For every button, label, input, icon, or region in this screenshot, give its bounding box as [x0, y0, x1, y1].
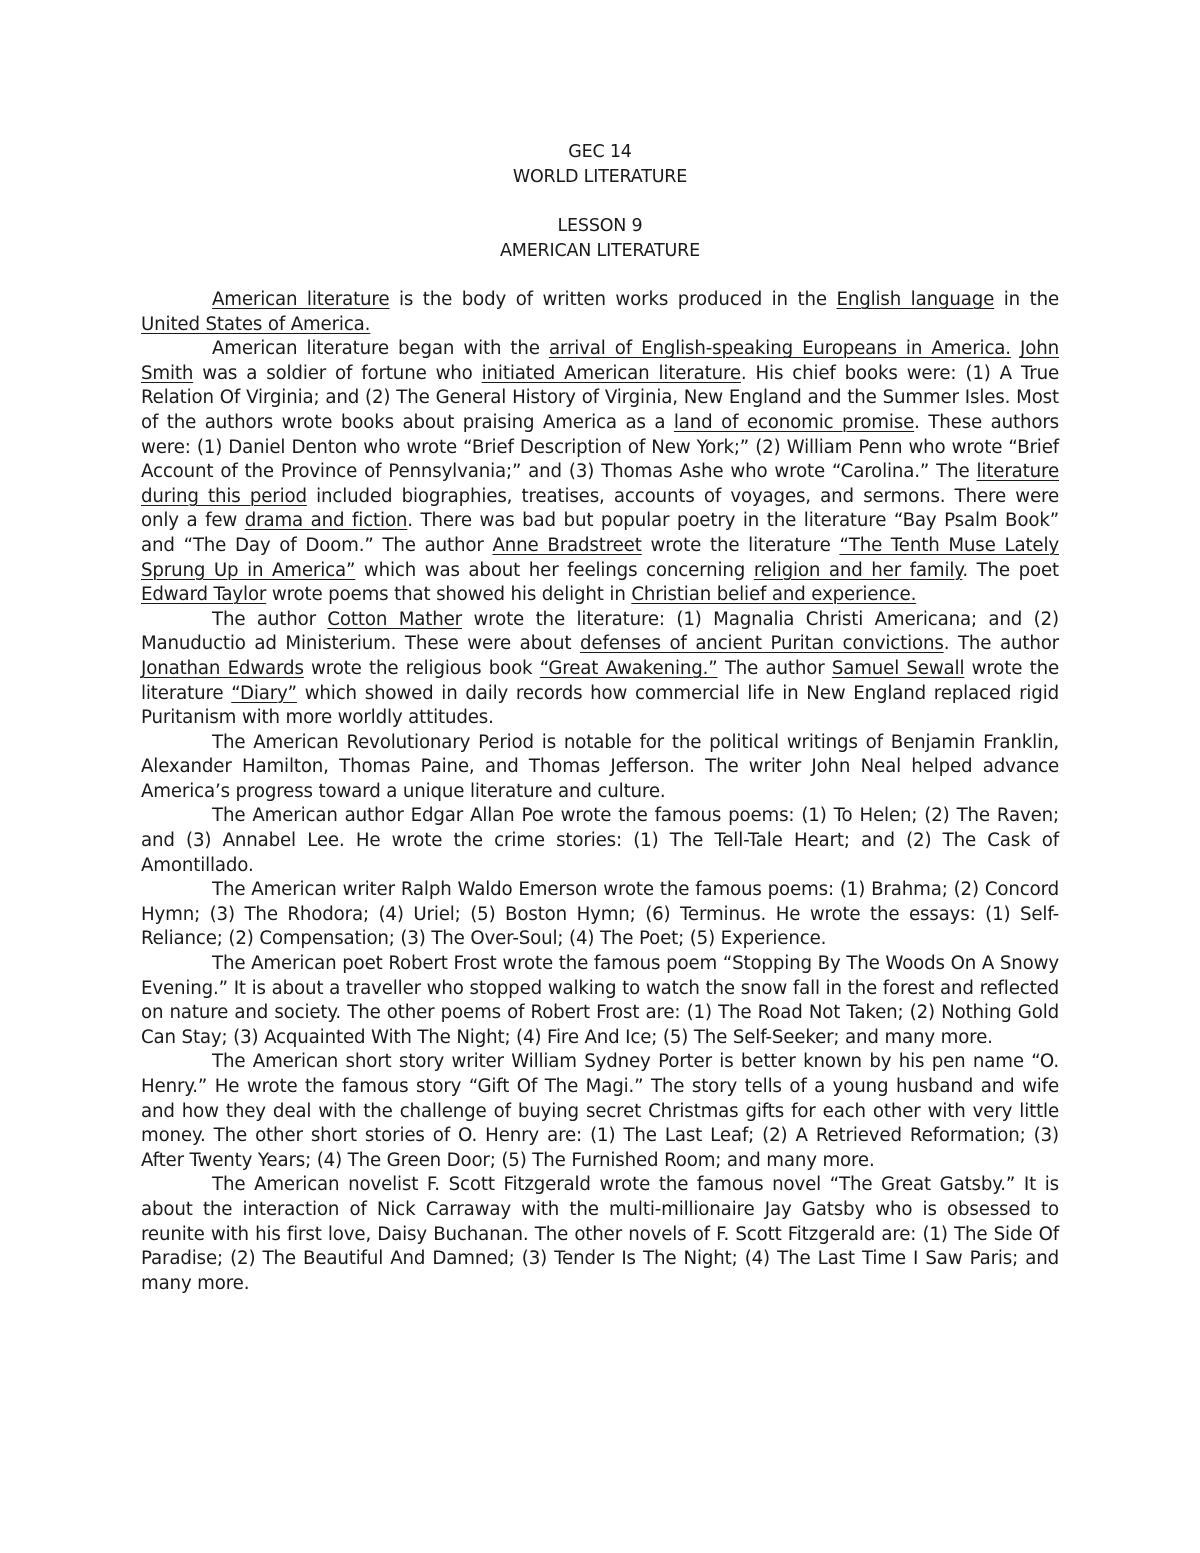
paragraph-text	[1011, 338, 1020, 359]
underlined-phrase: literature during this period	[141, 461, 1059, 507]
paragraph-text: in the	[994, 289, 1059, 310]
paragraph-revolutionary: The American Revolutionary Period is notable for the political writings of Benjamin Franklin, Alexander Hamilton, Thomas Paine, and Thomas Jefferson. The writer John Neal helped advance America’s progress toward a unique literature and culture.	[141, 731, 1059, 802]
paragraph-frost: The American poet Robert Frost wrote the famous poem “Stopping By The Woods On A Snowy Evening.” It is about a traveller who stopped walking to watch the snow fall in the forest and reflected on nature and society. The other poems of Robert Frost are: (1) The Road Not Taken; (2) Nothing Gold Can Stay; (3) Acquainted With The Night; (4) Fire And Ice; (5) The Self-Seeker; and many more.	[141, 953, 1059, 1048]
paragraph-fitzgerald: The American novelist F. Scott Fitzgerald wrote the famous novel “The Great Gatsby.” It is about the interaction of Nick Carraway with the multi-millionaire Jay Gatsby who is obsessed to reunite with his first love, Daisy Buchanan. The other novels of F. Scott Fitzgerald are: (1) The Side Of Paradise; (2) The Beautiful And Damned; (3) Tender Is The Night; (4) The Last Time I Saw Paris; and many more.	[141, 1174, 1059, 1294]
paragraph-emerson: The American writer Ralph Waldo Emerson wrote the famous poems: (1) Brahma; (2) Concord Hymn; (3) The Rhodora; (4) Uriel; (5) Boston Hymn; (6) Terminus. He wrote the essays: (1) Self-Reliance; (2) Compensation; (3) The Over-Soul; (4) The Poet; (5) Experience.	[141, 879, 1059, 950]
paragraph-definition	[141, 288, 1059, 337]
lesson-number: LESSON 9	[557, 216, 643, 236]
underlined-phrase: drama and fiction	[244, 510, 408, 532]
underlined-phrase: English language	[836, 289, 995, 310]
paragraph-puritan	[141, 608, 1059, 731]
underlined-phrase: Edward Taylor	[141, 584, 267, 606]
paragraph-text: wrote the literature	[641, 534, 840, 556]
paragraph-text: The author	[717, 657, 832, 679]
paragraph-text: The author	[212, 608, 328, 630]
underlined-phrase: defenses of ancient Puritan convictions	[580, 633, 944, 655]
underlined-phrase: “Diary”	[231, 682, 297, 704]
paragraph-text: . There was bad but popular poetry in the literature “Bay Psalm Book” and “The Day of Doom.” The author	[141, 510, 1059, 556]
paragraph-text: was a soldier of fortune who	[193, 362, 482, 384]
paragraph-text: which showed in daily records how commercial life in New England replaced rigid Puritanism with more worldly attitudes.	[141, 682, 1060, 729]
paragraph-text: wrote the religious book	[303, 657, 540, 679]
underlined-phrase: American literature	[212, 289, 390, 310]
paragraph-text: . The poet	[962, 559, 1059, 581]
underlined-phrase: Anne Bradstreet	[492, 534, 642, 556]
lesson-heading	[0, 214, 1200, 263]
underlined-phrase: United States of America.	[141, 313, 371, 335]
paragraph-text: which was about her feelings concerning	[355, 559, 754, 581]
underlined-phrase: Christian belief and experience.	[631, 584, 917, 606]
paragraph-text: American literature began with the	[212, 338, 549, 360]
paragraph-poe: The American author Edgar Allan Poe wrote the famous poems: (1) To Helen; (2) The Raven; and (3) Annabel Lee. He wrote the crime stories: (1) The Tell-Tale Heart; and (2) The Cask of Amontillado.	[141, 805, 1059, 876]
underlined-phrase: initiated American literature	[481, 362, 741, 384]
underlined-phrase: “The Tenth Muse Lately Sprung Up in America”	[141, 534, 1059, 581]
paragraph-text: wrote poems that showed his delight in	[266, 584, 632, 606]
underlined-phrase: religion and her family	[753, 559, 963, 581]
underlined-phrase: arrival of English-speaking Europeans in America.	[548, 338, 1011, 360]
lesson-title: AMERICAN LITERATURE	[500, 240, 700, 261]
paragraph-colonial	[141, 337, 1059, 608]
underlined-phrase: Cotton Mather	[327, 608, 462, 630]
underlined-phrase: Jonathan Edwards	[141, 657, 304, 679]
paragraph-text: wrote the literature: (1) Magnalia Christi Americana; and (2) Manuductio ad Ministerium. These were about	[141, 608, 1059, 655]
paragraph-text: . These authors were: (1) Daniel Denton who wrote “Brief Description of New York;” (2) William Penn who wrote “Brief Account of the Province of Pennsylvania;” and (3) Thomas Ashe who wrote “Carolina.” The	[141, 411, 1059, 483]
underlined-phrase: “Great Awakening.”	[539, 657, 718, 679]
paragraph-text: . The author	[943, 633, 1060, 655]
course-code: GEC 14	[568, 142, 632, 162]
paragraph-text: wrote the literature	[141, 657, 1059, 704]
underlined-phrase: Samuel Sewall	[831, 657, 965, 679]
course-title: WORLD LITERATURE	[512, 166, 688, 187]
underlined-phrase: John Smith	[141, 338, 1059, 384]
paragraph-text: is the body of written works produced in the	[389, 289, 837, 310]
paragraph-text: . His chief books were: (1) A True Relation Of Virginia; and (2) The General History of Virginia, New England and the Summer Isles. Most of the authors wrote books about praising America as a	[141, 362, 1059, 433]
paragraph-text: included biographies, treatises, accounts of voyages, and sermons. There were only a few	[141, 485, 1059, 532]
underlined-phrase: land of economic promise	[673, 411, 915, 433]
course-heading	[0, 140, 1200, 189]
paragraph-o-henry: The American short story writer William Sydney Porter is better known by his pen name “O. Henry.” He wrote the famous story “Gift Of The Magi.” The story tells of a young husband and wife and how they deal with the challenge of buying secret Christmas gifts for each other with very little money. The other short stories of O. Henry are: (1) The Last Leaf; (2) A Retrieved Reformation; (3) After Twenty Years; (4) The Green Door; (5) The Furnished Room; and many more.	[141, 1051, 1059, 1171]
document-body	[141, 288, 1059, 1296]
